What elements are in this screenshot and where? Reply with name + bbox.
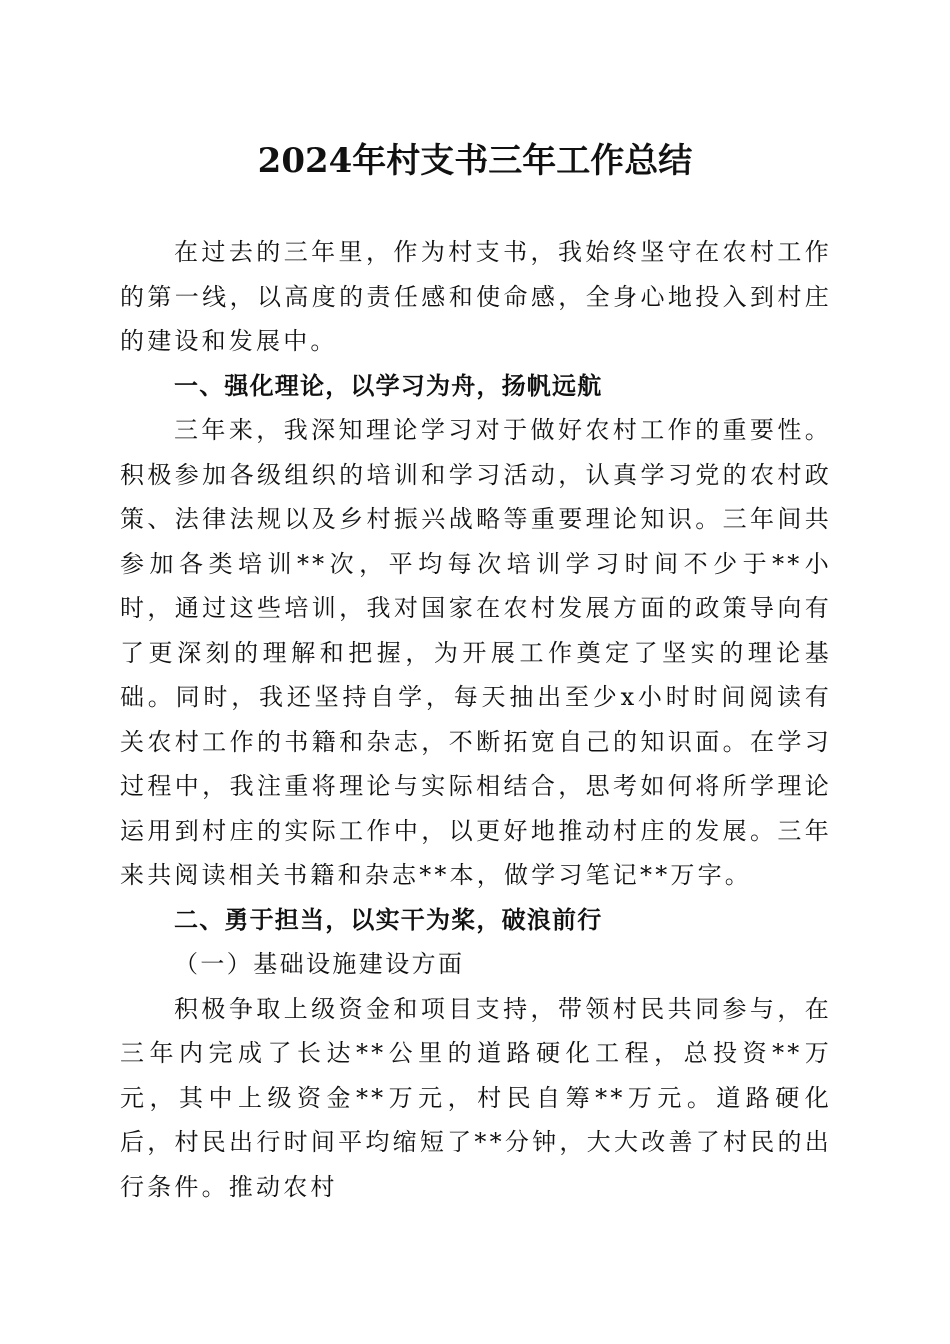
document-title: 2024年村支书三年工作总结 xyxy=(257,141,693,181)
subsection-heading-infrastructure: （一）基础设施建设方面 xyxy=(174,950,465,978)
section-heading-1: 一、强化理论，以学习为舟，扬帆远航 xyxy=(174,371,603,400)
section-heading-2: 二、勇于担当，以实干为桨，破浪前行 xyxy=(174,905,603,934)
infrastructure-paragraph: 积极争取上级资金和项目支持，带领村民共同参与，在三年内完成了长达**公里的道路硬化工程，总投资**万元，其中上级资金**万元，村民自筹**万元。道路硬化后，村民出行时间平均缩短了**分钟，大大改善了村民的出行条件。推动农村 xyxy=(120,994,832,1201)
intro-paragraph: 在过去的三年里，作为村支书，我始终坚守在农村工作的第一线，以高度的责任感和使命感，全身心地投入到村庄的建设和发展中。 xyxy=(120,238,832,355)
document-body xyxy=(120,230,832,1209)
section-1-paragraph: 三年来，我深知理论学习对于做好农村工作的重要性。积极参加各级组织的培训和学习活动，认真学习党的农村政策、法律法规以及乡村振兴战略等重要理论知识。三年间共参加各类培训**次，平均每次培训学习时间不少于**小时，通过这些培训，我对国家在农村发展方面的政策导向有了更深刻的理解和把握，为开展工作奠定了坚实的理论基础。同时，我还坚持自学，每天抽出至少x小时时间阅读有关农村工作的书籍和杂志，不断拓宽自己的知识面。在学习过程中，我注重将理论与实际相结合，思考如何将所学理论运用到村庄的实际工作中，以更好地推动村庄的发展。三年来共阅读相关书籍和杂志**本，做学习笔记**万字。 xyxy=(120,416,832,889)
